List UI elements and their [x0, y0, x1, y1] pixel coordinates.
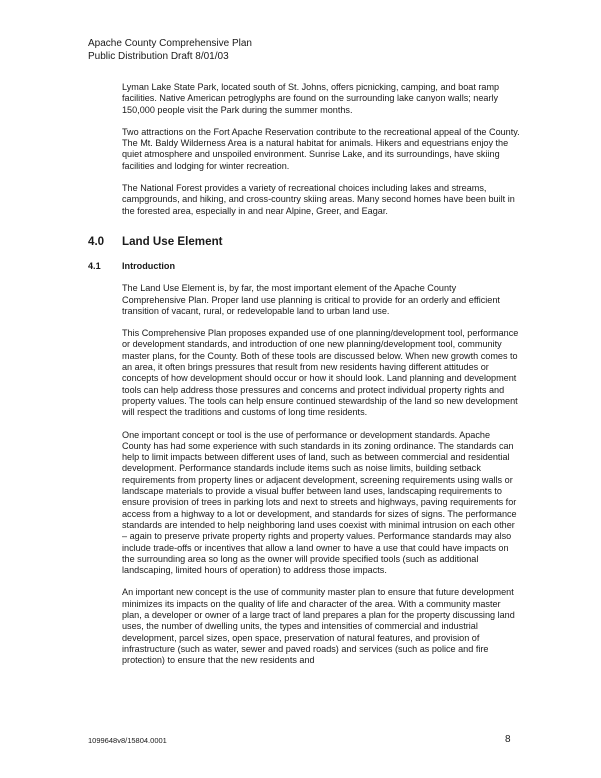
- document-body: [88, 82, 520, 677]
- page-number: 8: [505, 734, 511, 745]
- paragraph-national-forest: The National Forest provides a variety of recreational choices including lakes and streams, campgrounds, and hiking, and cross-country skiing areas. Many second homes have been built in the forested area, especially in and near Alpine, Greer, and Eagar.: [122, 183, 515, 216]
- paragraph-fort-apache: Two attractions on the Fort Apache Reservation contribute to the recreational appeal of the County. The Mt. Baldy Wilderness Area is a natural habitat for animals. Hikers and equestrians enjoy the quiet atmosphere and unspoiled environment. Sunrise Lake, and its surroundings, have skiing facilities and lodging for winter recreation.: [122, 126, 520, 171]
- paragraph-lyman-lake: Lyman Lake State Park, located south of St. Johns, offers picnicking, camping, and boat ramp facilities. Native American petroglyphs are found on the surrounding lake canyon walls; nearly 150,000 people visit the Park during the summer months.: [122, 82, 500, 115]
- paragraph-land-use-importance: The Land Use Element is, by far, the most important element of the Apache County Comprehensive Plan. Proper land use planning is critical to provide for an orderly and efficient transition of vacant, rural, or redevelopable land to urban land use.: [122, 283, 500, 316]
- paragraph-planning-tools: This Comprehensive Plan proposes expanded use of one planning/development tool, performance or development standards, and introduction of one new planning/development tool, community master plans, for the County. Both of these tools are discussed below. When new growth comes to an area, it often brings pressures that result from new residents having different attitudes or concepts of how development should occur or how it should look. Land planning and development tools can help address those pressures and concerns and protect individual property rights and property values. The tools can help ensure continued stewardship of the land so new development will respect the traditions and customs of long time residents.: [122, 328, 519, 418]
- section-heading: [88, 235, 520, 249]
- subsection-title: Introduction: [122, 260, 176, 271]
- paragraph-performance-standards: One important concept or tool is the use of performance or development standards. Apache County has had some experience with such standards in its zoning ordinance. The standards can help to limit impacts between different uses of land, such as between commercial and residential development. Performance standards include items such as noise limits, building setback requirements from property lines or adjacent development, screening requirements using walls or landscape materials to provide a visual buffer between land uses, landscaping requirements to ensure provision of trees in parking lots and next to streets and highways, paving requirements for access from a highway to a lot or development, and standards for sizes of signs. The performance standards are intended to help neighboring land uses coexist with minimal intrusion on each other – again to preserve private property rights and property values. Performance standards may also include trade-offs or incentives that allow a land owner to have a use that could have impacts on the surrounding area so long as the owner will provide specified tools (such as additional landscaping, limited hours of operation) to address those impacts.: [122, 429, 517, 576]
- subsection-number: 4.1: [88, 260, 101, 271]
- subsection-heading: [88, 261, 520, 272]
- section-number: 4.0: [88, 234, 105, 248]
- paragraph-community-master-plan: An important new concept is the use of community master plan to ensure that future development minimizes its impacts on the quality of life and character of the area. With a community master plan, a developer or owner of a large tract of land prepares a plan for the property discussing land uses, the number of dwelling units, the types and intensities of commercial and industrial development, parcel sizes, open space, preservation of natural features, and provision of infrastructure (such as water, sewer and paved roads) and services (such as police and fire protection) to ensure that the new residents and: [122, 587, 515, 666]
- header-draft-date: Public Distribution Draft 8/01/03: [88, 50, 229, 62]
- footer-document-id: 1099648v8/15804.0001: [88, 736, 167, 745]
- section-title: Land Use Element: [122, 234, 223, 248]
- page-header: [88, 38, 252, 63]
- header-plan-title: Apache County Comprehensive Plan: [88, 38, 252, 49]
